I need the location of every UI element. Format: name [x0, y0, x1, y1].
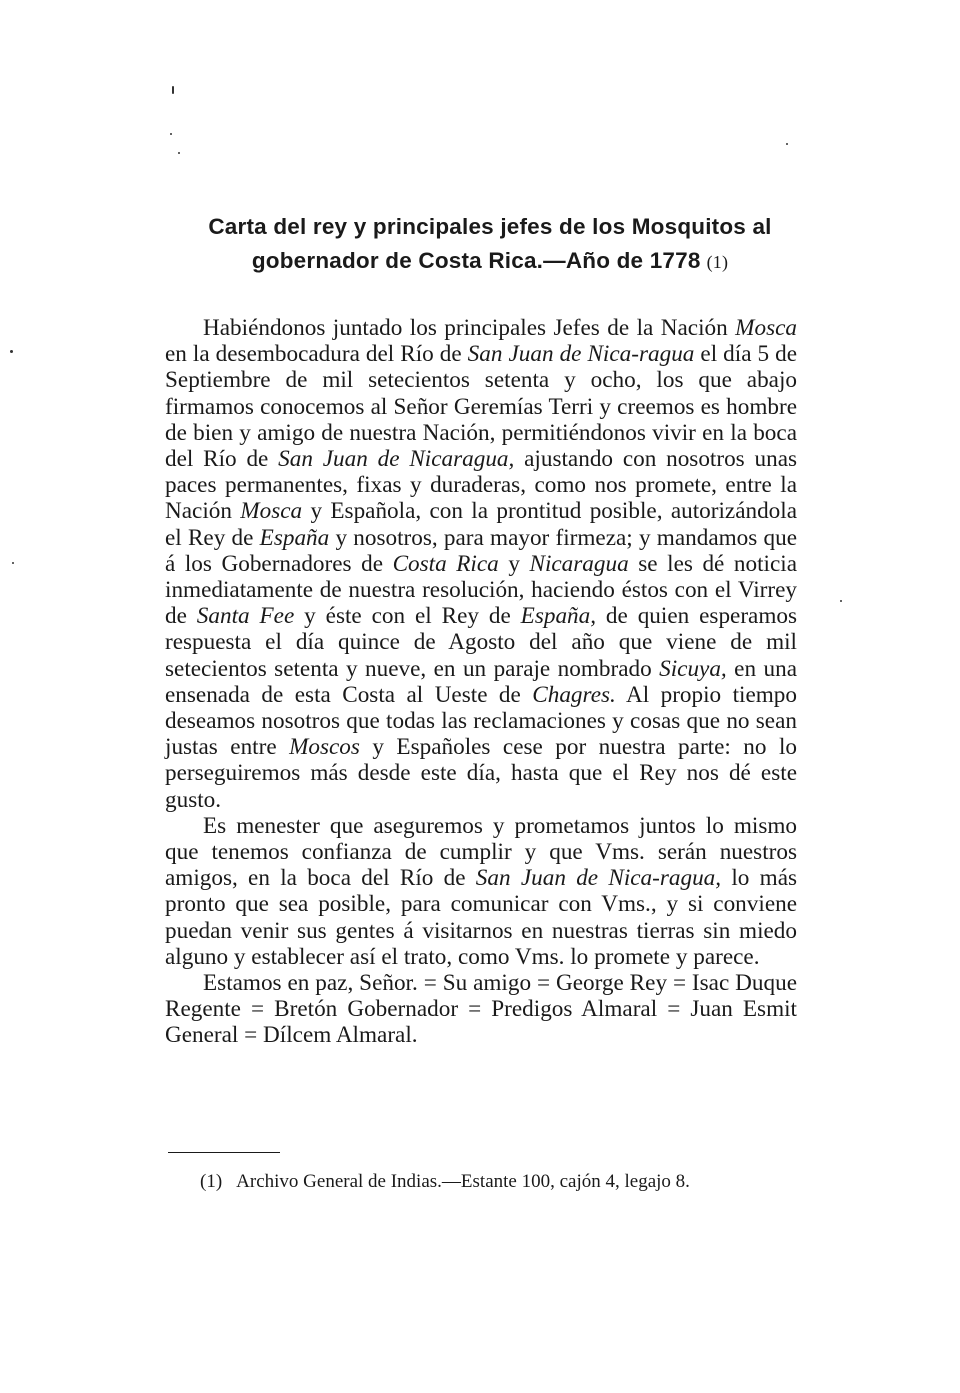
footnote-text: Archivo General de Indias.—Estante 100, cajón 4, legajo 8.	[236, 1171, 690, 1192]
paragraph-1	[165, 315, 797, 813]
text-run: Es menester que aseguremos y prometamos juntos lo mismo que tenemos confianza de cumplir y que Vms. serán nuestros amigos, en la boca del Río de	[165, 812, 797, 892]
italic-text: Mosca	[240, 498, 303, 525]
italic-text: Sicuya,	[659, 655, 727, 682]
footnote	[200, 1170, 690, 1194]
text-run: en una ensenada de esta Costa al Ueste de	[165, 655, 797, 708]
italic-text: San Juan de Nica-ragua,	[475, 865, 722, 892]
italic-text: Nicaragua	[529, 550, 629, 577]
text-run: y Española, con la prontitud posible, autorizándola el Rey de	[165, 498, 797, 551]
text-run: el día 5 de Septiembre de mil setecientos setenta y ocho, los que abajo firmamos conocemos al Señor Geremías Terri y creemos es hombre de bien y amigo de nuestra Nación, permitiéndonos vivir en la boca del Río de	[165, 341, 798, 473]
footnote-divider	[168, 1152, 280, 1153]
scan-speck	[10, 350, 13, 353]
text-run: y éste con el Rey de	[294, 603, 521, 630]
italic-text: España,	[520, 603, 597, 630]
italic-text: España	[259, 524, 330, 551]
text-run: se les dé noticia inmediatamente de nuestra resolución, haciendo éstos con el Virrey de	[165, 550, 798, 630]
scan-speck	[12, 562, 14, 564]
italic-text: Chagres.	[532, 681, 616, 708]
footnote-reference: (1)	[706, 252, 729, 272]
italic-text: Santa Fee	[196, 603, 295, 630]
text-run: lo más pronto que sea posible, para comunicar con Vms., y si conviene puedan venir sus gentes á visitarnos en nuestras tierras sin miedo alguno y establecer así el trato, como Vms. lo promete y parece.	[165, 865, 798, 970]
text-run: y Españoles cese por nuestra parte: no lo perseguiremos más desde este día, hasta que el Rey nos dé este gusto.	[165, 734, 797, 813]
text-run: y nosotros, para mayor firmeza; y mandamos que á los Gobernadores de	[165, 524, 797, 577]
letter-body	[165, 315, 797, 1049]
title-line-1: Carta del rey y principales jefes de los Mosquitos al	[208, 214, 772, 239]
scan-speck	[178, 152, 180, 154]
scan-speck	[172, 86, 174, 94]
text-run: en la desembocadura del Río de	[165, 341, 468, 368]
scan-speck	[840, 600, 842, 602]
text-run: Habiéndonos juntado los principales Jefes de la Nación	[203, 315, 736, 341]
italic-text: San Juan de Nicaragua,	[278, 446, 515, 473]
paragraph-2	[165, 813, 797, 970]
scan-speck	[170, 133, 172, 135]
italic-text: Costa Rica	[392, 550, 499, 577]
italic-text: Moscos	[289, 734, 360, 761]
title-line-2: gobernador de Costa Rica.—Año de 1778	[251, 248, 701, 273]
text-run: Al propio tiempo deseamos nosotros que todas las reclamaciones y cosas que no sean justas entre	[165, 681, 797, 761]
text-run: y	[498, 550, 530, 577]
text-run: de quien esperamos respuesta el día quince de Agosto del año que viene de mil setecientos setenta y nueve, en un paraje nombrado	[165, 603, 797, 682]
italic-text: Mosca	[735, 315, 797, 341]
italic-text: San Juan de Nica-ragua	[467, 341, 695, 368]
document-title	[150, 210, 830, 279]
scan-speck	[786, 143, 788, 145]
text-run: Estamos en paz, Señor. = Su amigo = George Rey = Isac Duque Regente = Bretón Gobernador = Predigos Almaral = Juan Esmit General = Dílcem Almaral.	[165, 970, 797, 1049]
footnote-mark: (1)	[200, 1171, 223, 1192]
paragraph-3-signatures	[165, 970, 797, 1049]
text-run: ajustando con nosotros unas paces permanentes, fixas y duraderas, como nos promete, entre la Nación	[165, 446, 798, 525]
